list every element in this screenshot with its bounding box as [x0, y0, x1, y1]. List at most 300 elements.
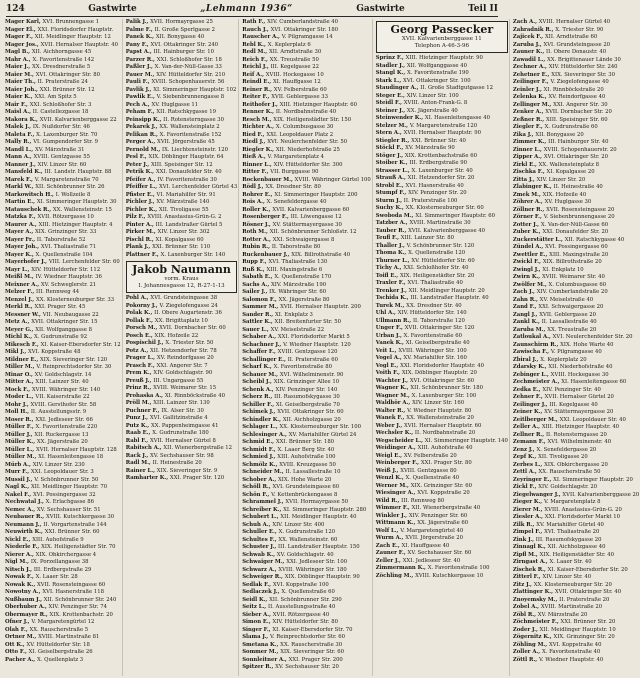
- entry-name: Zwirn K.,: [512, 274, 542, 280]
- entry-address: XVI. Koppstraße 20: [417, 490, 470, 496]
- entry-name: Richter A.,: [242, 124, 276, 130]
- entry-address: XV. Mariahilfer Gürtel 24: [288, 431, 357, 438]
- entry-address: XIX. Obkirchergasse 20: [544, 461, 608, 468]
- directory-entry: [126, 139, 238, 147]
- entry-address: XXI. Schloßhofer Str. 40: [403, 265, 469, 271]
- entry-address: XXI. Leopoldauer Platz 2: [266, 131, 334, 138]
- entry-address: II. Praterstraße 60: [287, 356, 338, 363]
- entry-name: Mager F.,: [5, 34, 35, 40]
- entry-name: Scherz R.,: [242, 394, 275, 400]
- entry-address: XI. Rinnböckstraße 40: [164, 392, 225, 399]
- directory-entry: [513, 582, 639, 590]
- entry-address: XIV. Penzinger Str. 140: [275, 386, 338, 393]
- entry-name: Schöll R.,: [242, 484, 273, 490]
- entry-address: XV. Goldschlagstr. 40: [276, 551, 334, 558]
- directory-entry: [376, 445, 508, 453]
- entry-address: XII. Ruckergasse 13: [34, 431, 89, 438]
- directory-entry: [376, 483, 508, 491]
- entry-name: Zaruba M.,: [512, 326, 548, 333]
- directory-entry: [5, 102, 121, 110]
- entry-name: Pohl A.,: [125, 295, 151, 301]
- entry-address: X. Favoritenstraße 190: [407, 70, 469, 76]
- entry-name: Ramharter K.,: [125, 475, 170, 481]
- entry-address: XX. Wallensteinstr. 15: [52, 206, 112, 213]
- entry-name: Mürb A.,: [5, 461, 33, 468]
- directory-entry: [376, 505, 508, 513]
- entry-address: XXI. Prager Str. 200: [288, 656, 343, 663]
- directory-entry: [513, 499, 639, 507]
- entry-address: X. Gudrunstraße 180: [152, 430, 209, 436]
- entry-address: XVIII. Weimarer Str. 40: [541, 274, 605, 280]
- entry-address: III. Landstraßer Gürtel 5: [155, 221, 223, 228]
- entry-name: Zirkl E.,: [512, 161, 539, 168]
- column-1: [4, 19, 123, 676]
- directory-entry: [5, 334, 121, 342]
- entry-name: Tauber R.,: [375, 227, 409, 234]
- entry-name: Zaunschirm R.,: [512, 341, 561, 348]
- entry-name: Zilk R.,: [512, 521, 537, 528]
- entry-name: Sachs A.,: [242, 281, 272, 288]
- entry-name: Neubauer R.,: [5, 514, 46, 520]
- entry-address: XVIII. Währinger Str. 140: [31, 386, 101, 393]
- entry-name: Zimpel F.,: [512, 529, 545, 535]
- entry-address: XVII. Ottakringer Str. 40: [554, 589, 622, 595]
- entry-address: XI. Geiselbergstraße 70: [275, 401, 340, 408]
- advertisement-line: XVII. Kalvarienberggasse 11: [401, 36, 482, 42]
- entry-name: Sieber A.,: [242, 611, 273, 618]
- entry-name: Murr F.,: [5, 469, 31, 475]
- directory-entry: [5, 207, 121, 215]
- entry-address: XXI. Schloßhofer Str. 3: [29, 101, 92, 108]
- entry-address: X. Gudrunstraße 120: [278, 529, 336, 535]
- entry-name: Niederle F.,: [5, 544, 42, 550]
- entry-name: Schlager L.,: [242, 424, 280, 430]
- entry-name: Nechwatal J.,: [5, 499, 46, 505]
- entry-address: XIX. Hofzeile 22: [154, 332, 199, 339]
- directory-entry: [513, 319, 639, 327]
- entry-name: Mann A.,: [5, 154, 34, 160]
- advertisement-line: Telephon A-46-3-96: [414, 43, 469, 49]
- entry-name: Zörner F.,: [512, 214, 544, 220]
- directory-entry: [513, 597, 639, 605]
- directory-entry: [513, 484, 639, 492]
- entry-address: XX. Rauscherstraße 5: [29, 626, 89, 633]
- entry-address: XII. Meidlinger Hauptstr. 40: [280, 514, 357, 520]
- entry-address: IV. Favoritenstraße 30: [157, 176, 217, 183]
- entry-name: Sauer L.,: [242, 326, 271, 333]
- entry-address: XXI. Prager Str. 45: [34, 304, 86, 310]
- directory-entry: [376, 558, 508, 566]
- entry-address: XVIII. Martinstraße 81: [38, 634, 100, 640]
- entry-name: Zauner K.,: [512, 49, 547, 55]
- entry-address: XI. Hasenleitengasse 60: [561, 379, 627, 385]
- entry-name: Porsch M.,: [125, 325, 160, 331]
- entry-address: XV. Sechshauser Str. 60: [407, 550, 472, 556]
- entry-address: XVII. Ottakringer Str. 60: [277, 409, 344, 415]
- directory-entry: [513, 259, 639, 267]
- directory-entry: [242, 424, 371, 432]
- entry-name: Prohaska A.,: [125, 392, 165, 399]
- entry-name: Nakel F.,: [5, 491, 33, 498]
- directory-entry: [513, 199, 639, 207]
- column-2: [125, 19, 240, 676]
- directory-entry: [376, 333, 508, 341]
- entry-name: Ofner J.,: [5, 619, 32, 625]
- entry-name: Prager L.,: [125, 355, 157, 361]
- entry-address: V. Pilgramgasse 40: [550, 349, 602, 355]
- directory-entry: [513, 184, 639, 192]
- directory-entry: [242, 372, 371, 380]
- entry-name: Zehner F.,: [512, 394, 545, 400]
- entry-address: XV. Hütteldorfer Str. 60: [411, 257, 475, 264]
- entry-name: Weidinger A.,: [375, 445, 418, 451]
- entry-name: Magl B.,: [5, 49, 32, 55]
- entry-name: Rauscher A.,: [242, 34, 282, 40]
- entry-name: Melzer F.,: [5, 289, 37, 295]
- entry-name: Pollak F.,: [125, 317, 155, 324]
- directory-entry: [513, 297, 639, 305]
- directory-entry: [126, 147, 238, 155]
- directory-entry: [376, 363, 508, 371]
- entry-address: XIV. Hütteldorfer Str. 240: [548, 64, 618, 70]
- directory-entry: [513, 252, 639, 260]
- directory-entry: [126, 325, 238, 333]
- entry-address: II. Nordbahnstraße 20: [414, 430, 476, 436]
- directory-entry: [513, 634, 639, 642]
- entry-name: Rebl K.,: [242, 41, 268, 48]
- entry-address: XIV. Linzer Str. 20: [536, 176, 586, 183]
- entry-address: XIII. Auhofstraße 100: [277, 454, 336, 460]
- directory-entry: [5, 642, 121, 650]
- entry-name: Zeitlberger M.,: [512, 416, 560, 423]
- entry-address: XIX. Grinzinger Allee 10: [273, 379, 340, 385]
- entry-name: Pech A.,: [125, 101, 152, 108]
- directory-entry: [126, 303, 238, 311]
- directory-entry: [126, 475, 238, 483]
- directory-entry: [126, 453, 238, 461]
- entry-name: Zipper A.,: [512, 154, 544, 160]
- directory-entry: [126, 132, 238, 140]
- entry-address: IX. Porzellangasse 38: [30, 559, 89, 565]
- entry-name: Rupp F.,: [242, 259, 269, 265]
- entry-address: XX. Wallensteinstr. 60: [278, 536, 338, 543]
- entry-address: XVIII. Währinger Str. 180: [278, 566, 347, 573]
- entry-name: Mager El.,: [5, 26, 38, 33]
- entry-address: XVI. Koppstraße 48: [28, 349, 81, 355]
- entry-name: Urban J.,: [375, 332, 404, 339]
- entry-name: Steger E.,: [375, 92, 407, 99]
- entry-address: II. Heinestraße 40: [553, 184, 603, 190]
- directory-entry: [376, 190, 508, 198]
- directory-entry: [5, 544, 121, 552]
- entry-address: XVII. Geblergasse 33: [271, 94, 329, 100]
- entry-name: Znoyemsky M.,: [512, 596, 560, 603]
- entry-address: XIV. Hütteldorfer Str. 210: [156, 71, 226, 78]
- entry-name: Pauer M.,: [125, 71, 157, 78]
- directory-entry: [126, 184, 238, 192]
- entry-address: XV. Sechshauser Str. 20: [275, 664, 339, 670]
- entry-name: Zlattinger K.,: [512, 589, 555, 595]
- directory-entry: [5, 79, 121, 87]
- entry-address: XVIII. Währinger Str. 100: [398, 347, 467, 354]
- entry-address: XII. Arndtstraße 60: [545, 34, 598, 40]
- entry-name: Zaruba J.,: [512, 41, 544, 48]
- entry-name: Staudinger A.,: [375, 85, 421, 91]
- directory-entry: [376, 393, 508, 401]
- entry-name: Meixner A.,: [5, 281, 41, 288]
- directory-entry: [376, 85, 508, 93]
- directory-entry: [126, 400, 238, 408]
- entry-name: Waldhör A.,: [375, 400, 413, 406]
- entry-address: XX. Treustraße 20: [547, 326, 597, 333]
- directory-entry: [5, 342, 121, 350]
- entry-name: Ortner M.,: [5, 634, 39, 640]
- entry-address: XIV. Cumberlandstraße 20: [536, 289, 608, 295]
- entry-address: XX. Jägerstraße 20: [36, 439, 88, 445]
- entry-address: XI. Simmeringer Hauptstr. 140: [424, 437, 508, 444]
- directory-entry: [242, 642, 371, 650]
- entry-name: Zögernitz K.,: [512, 634, 554, 640]
- entry-address: XXI. Am Spitz 5: [34, 94, 77, 100]
- directory-entry: [5, 124, 121, 132]
- entry-address: XI. Simmeringer Hauptstr. 20: [553, 476, 633, 483]
- directory-entry: [376, 400, 508, 408]
- entry-address: XX. Brigittaplatz 10: [154, 317, 208, 324]
- entry-address: V. Margaretengürtel 40: [400, 527, 464, 534]
- entry-address: XI. Kaiser-Ebersdorfer Str. 12: [40, 341, 121, 348]
- directory-entry: [5, 214, 121, 222]
- entry-address: X. Laxenburger Str. 70: [36, 131, 98, 138]
- entry-address: XVII. Hernalser Hauptstr. 128: [36, 446, 117, 453]
- entry-address: V. Schönbrunner Str. 50: [34, 476, 99, 483]
- entry-name: Zwettler E.,: [512, 251, 550, 258]
- entry-address: XVII. Dornbacher Str. 20: [545, 109, 612, 115]
- entry-name: Mildner E.,: [5, 356, 41, 363]
- directory-entry: [5, 297, 121, 305]
- entry-address: XIX. Sieveringer Str. 120: [40, 356, 108, 363]
- entry-name: Pokorny J.,: [125, 302, 160, 309]
- entry-address: XVII. Hernalser Gürtel 8: [149, 437, 216, 444]
- directory-entry: [513, 454, 639, 462]
- directory-entry: [376, 550, 508, 558]
- directory-entry: [376, 153, 508, 161]
- directory-entry: [5, 582, 121, 590]
- directory-entry: [242, 79, 371, 87]
- entry-address: II. Große Stadtgutgasse 12: [420, 85, 494, 91]
- entry-name: Wagner K.,: [375, 385, 411, 391]
- directory-entry: [242, 19, 371, 27]
- entry-address: XII. Schönbrunner Schloßstr. 12: [269, 229, 357, 235]
- directory-entry: [126, 57, 238, 65]
- entry-name: Schneider M.,: [242, 469, 286, 475]
- directory-entry: [5, 64, 121, 72]
- directory-entry: [513, 349, 639, 357]
- entry-name: Zinner L.,: [512, 146, 544, 153]
- entry-name: Raab E.,: [125, 430, 153, 436]
- directory-entry: [242, 124, 371, 132]
- entry-address: XXI. Schwaigergasse 8: [272, 236, 335, 243]
- entry-name: Reich F.,: [242, 56, 270, 63]
- entry-address: V. Wiedner Hauptstr. 80: [407, 407, 472, 414]
- directory-entry: [242, 417, 371, 425]
- entry-address: V. Ziegelofengasse 24: [159, 302, 218, 309]
- entry-address: XVIII. Hernalser Gürtel 40: [538, 19, 611, 25]
- directory-entry: [242, 657, 371, 665]
- directory-entry: [5, 372, 121, 380]
- entry-address: V. Margaretenstraße 70: [34, 176, 99, 183]
- directory-entry: [5, 559, 121, 567]
- entry-name: Zipfl M.,: [512, 551, 540, 558]
- entry-name: Sammer M.,: [242, 304, 281, 310]
- entry-name: Punz J.,: [125, 415, 150, 421]
- entry-name: Zöhrer A.,: [512, 199, 545, 205]
- entry-address: XV. Märzstraße 31: [34, 146, 85, 153]
- directory-entry: [376, 228, 508, 236]
- directory-entry: [5, 612, 121, 620]
- entry-address: XIX. Billrothstraße 20: [542, 259, 602, 265]
- entry-address: X. Favoritenstraße 60: [403, 332, 462, 339]
- directory-entry: [513, 589, 639, 597]
- entry-address: I. Wollzeile 8: [55, 191, 91, 198]
- entry-name: Rabitsch A.,: [125, 445, 164, 451]
- directory-entry: [5, 424, 121, 432]
- directory-entry: [376, 288, 508, 296]
- entry-address: X. Laaer Str. 40: [549, 559, 592, 565]
- entry-name: Weinberger F.,: [375, 460, 421, 466]
- entry-name: Zitz J.,: [512, 581, 534, 588]
- directory-entry: [376, 78, 508, 86]
- entry-address: X. Laaer Str. 28: [35, 574, 78, 580]
- directory-entry: [376, 535, 508, 543]
- entry-name: Zemann F.,: [512, 439, 548, 445]
- entry-address: XIII. Maxingstraße 20: [549, 251, 609, 258]
- directory-entry: [242, 177, 371, 185]
- entry-address: III. Landstraßer Hauptstr. 150: [278, 544, 360, 550]
- entry-name: Müller K.,: [5, 439, 37, 445]
- entry-address: XVII. Rötzergasse 10: [37, 214, 94, 220]
- entry-address: XIII. Hietzinger Hauptstr. 40: [541, 424, 620, 430]
- directory-entry: [5, 574, 121, 582]
- entry-address: V. Margaretengürtel 12: [31, 619, 95, 625]
- entry-address: XX. Klosterneuburger Str. 60: [405, 205, 484, 211]
- directory-entry: [376, 348, 508, 356]
- entry-address: XVI. Hasnerstraße 118: [42, 589, 104, 595]
- entry-name: Zatloukal A.,: [512, 334, 553, 340]
- entry-address: XI. Simmeringer Hauptstr. 30: [36, 199, 117, 205]
- entry-address: XIX. Krottenbachstraße 60: [404, 152, 477, 159]
- entry-address: XII. Breitenfurter Str. 50: [274, 319, 341, 325]
- directory-entry: [242, 379, 371, 387]
- directory-entry: [242, 462, 371, 470]
- entry-name: Zechner A.,: [512, 64, 549, 70]
- directory-entry: [513, 87, 639, 95]
- directory-entry: [513, 49, 639, 57]
- entry-name: Menzel J.,: [5, 296, 36, 303]
- entry-name: Veit L.,: [375, 347, 399, 354]
- entry-address: XVII. Rosensteingasse 60: [37, 581, 106, 588]
- directory-entry: [242, 559, 371, 567]
- directory-entry: [242, 319, 371, 327]
- entry-name: Prinz R.,: [125, 385, 154, 391]
- entry-name: Weigl E.,: [375, 452, 404, 459]
- entry-address: XII. Meidlinger Hauptstr. 70: [30, 484, 108, 490]
- entry-name: Michl K.,: [5, 334, 34, 340]
- directory-entry: [242, 604, 371, 612]
- entry-name: Unger F.,: [375, 325, 405, 331]
- entry-address: X. Erlachgasse 86: [45, 499, 94, 505]
- entry-name: Stark L.,: [375, 77, 404, 84]
- directory-entry: [242, 529, 371, 537]
- entry-name: Zirngast A.,: [512, 559, 550, 565]
- directory-entry: [513, 642, 639, 650]
- entry-address: XVIII. Kutschkergasse 30: [46, 514, 115, 520]
- entry-address: XIV. Linzer Str. 60: [37, 161, 87, 168]
- entry-name: Rauch J.,: [242, 26, 271, 33]
- entry-address: XIII. Hietzinger Hauptstr. 60: [279, 101, 357, 108]
- entry-address: XVII. Geblergasse 20: [539, 311, 597, 318]
- entry-name: Zöllner R.,: [512, 206, 547, 213]
- directory-entry: [5, 229, 121, 237]
- entry-address: III. Löwengasse 12: [290, 214, 342, 220]
- directory-entry: [376, 183, 508, 191]
- directory-entry: [376, 70, 508, 78]
- directory-entry: [513, 229, 639, 237]
- directory-entry: [242, 252, 371, 260]
- entry-address: XV. Mariahilfer Gürtel 40: [536, 521, 604, 528]
- entry-address: XVI. Wilhelminenstr. 90: [279, 371, 344, 378]
- entry-name: Mitter A.,: [5, 379, 36, 385]
- entry-name: Zmek M.,: [512, 191, 543, 198]
- entry-name: Schwab K.,: [242, 551, 277, 558]
- entry-address: X. Favoritenstraße 80: [273, 364, 332, 370]
- directory-entry: [5, 19, 121, 27]
- entry-address: VI. Mariahilfer Str. 91: [156, 191, 216, 198]
- directory-entry: [126, 154, 238, 162]
- entry-name: Maurer A.,: [5, 221, 39, 228]
- entry-name: Messner W.,: [5, 311, 43, 318]
- entry-name: Zechmeister A.,: [512, 379, 562, 385]
- directory-entry: [513, 514, 639, 522]
- entry-name: Zbiral J.,: [512, 356, 541, 363]
- entry-name: Zepf K.,: [512, 454, 539, 460]
- entry-name: Strasser L.,: [375, 167, 412, 174]
- directory-entry: [5, 132, 121, 140]
- entry-address: XV. Huglgasse 11: [151, 101, 199, 108]
- entry-name: Sander R.,: [242, 311, 275, 318]
- entry-name: Ruckenbauer J.,: [242, 251, 292, 258]
- entry-name: Meyer G.,: [5, 326, 36, 333]
- entry-address: XXI. Floridsdorfer Hauptstr.: [37, 26, 114, 33]
- entry-address: V. Kettenbrückengasse 8: [271, 491, 338, 498]
- entry-address: X. Gudrunstraße 60: [544, 124, 598, 130]
- entry-address: V. Wiedner Hauptstr. 40: [538, 656, 604, 663]
- entry-name: Zwölfer M.,: [512, 281, 549, 288]
- directory-entry: [242, 49, 371, 57]
- directory-entry: [242, 477, 371, 485]
- entry-name: Zeyringer E.,: [512, 476, 554, 483]
- entry-name: Mair F.,: [5, 101, 30, 108]
- entry-name: Prasch F.,: [125, 362, 157, 369]
- directory-entry: [376, 280, 508, 288]
- entry-name: Mikesch F.,: [5, 341, 41, 348]
- directory-entry: [126, 252, 238, 260]
- entry-name: Plank J.,: [125, 244, 153, 250]
- entry-name: Mayr L.,: [5, 266, 32, 273]
- directory-entry: [242, 469, 371, 477]
- entry-name: Resch M.,: [242, 116, 274, 123]
- directory-entry: [5, 117, 121, 125]
- entry-name: Voith F.,: [375, 370, 402, 376]
